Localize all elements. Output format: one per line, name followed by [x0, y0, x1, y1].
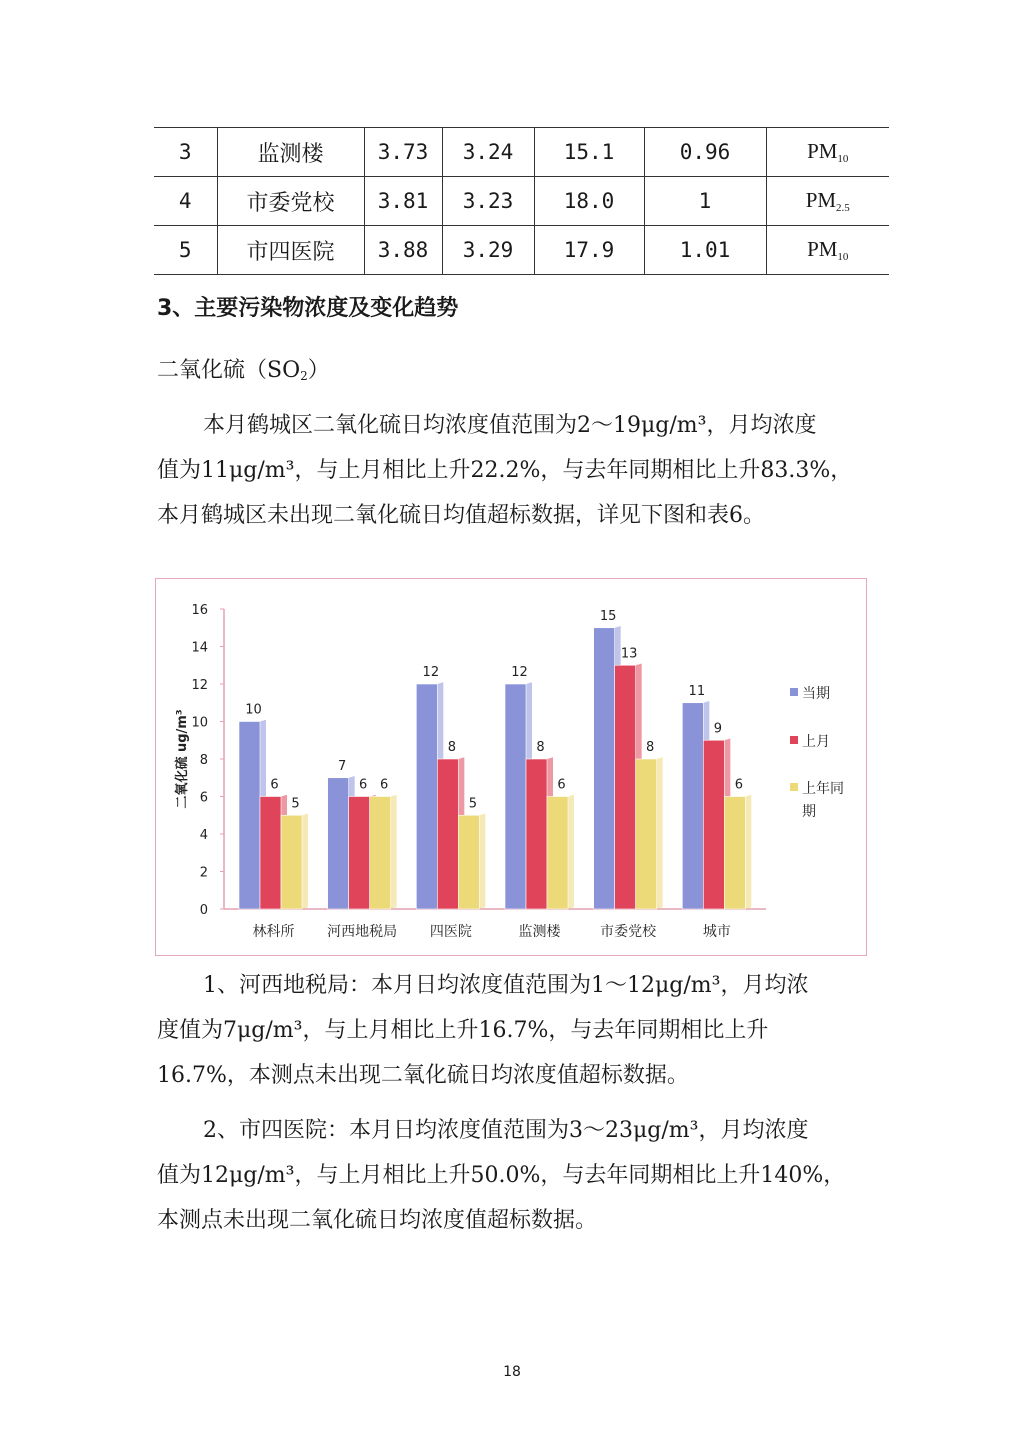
y-tick-label: 0 [199, 903, 208, 918]
category-label: 监测楼 [518, 924, 561, 940]
legend-label: 上月 [802, 734, 830, 750]
bar [281, 815, 302, 909]
table-cell: 15.1 [534, 128, 644, 177]
primary-pollutant [766, 177, 889, 226]
table-cell: 18.0 [534, 177, 644, 226]
bar-side [479, 813, 485, 909]
category-label: 市委党校 [600, 924, 657, 940]
y-tick-label: 4 [199, 828, 208, 843]
row-number: 4 [154, 177, 217, 226]
table-row [154, 226, 889, 275]
pm-subscript: 10 [837, 153, 849, 165]
section-heading: 3、主要污染物浓度及变化趋势 [157, 296, 459, 321]
bar [703, 740, 724, 909]
so2-heading [157, 353, 330, 384]
y-tick-label: 12 [191, 678, 208, 693]
table-cell: 17.9 [534, 226, 644, 275]
table-cell: 0.96 [644, 128, 766, 177]
paragraph-line: 本月鹤城区未出现二氧化硫日均值超标数据，详见下图和表6。 [157, 503, 765, 528]
bar [505, 684, 526, 909]
pm-subscript: 2.5 [836, 202, 850, 214]
table-cell: 1 [644, 177, 766, 226]
paragraph-line: 1、河西地税局：本月日均浓度值范围为1～12μg/m³，月均浓 [203, 973, 809, 998]
table-cell: 1.01 [644, 226, 766, 275]
bar [636, 759, 657, 909]
data-label: 10 [245, 702, 262, 718]
table-row [154, 177, 889, 226]
so2-heading-text: 二氧化硫（SO [157, 358, 301, 383]
table-row [154, 128, 889, 177]
table-cell: 3.88 [364, 226, 442, 275]
table-cell: 3.23 [442, 177, 534, 226]
bar [349, 797, 370, 910]
y-tick-label: 16 [191, 603, 208, 618]
site-name: 市四医院 [217, 226, 364, 275]
bar-side [568, 795, 574, 909]
bar-side [657, 757, 663, 909]
data-label: 11 [688, 683, 706, 699]
bar [416, 684, 437, 909]
bar [682, 703, 703, 909]
pm-base: PM [807, 237, 838, 261]
data-label: 6 [270, 777, 279, 793]
data-label: 6 [359, 777, 368, 793]
data-label: 12 [511, 665, 528, 680]
row-number: 3 [154, 128, 217, 177]
bar [526, 759, 547, 909]
bar [547, 797, 568, 910]
bar [594, 628, 615, 909]
primary-pollutant [766, 128, 889, 177]
y-tick-label: 10 [191, 715, 208, 731]
bar [239, 722, 260, 910]
data-label: 9 [713, 721, 722, 737]
data-label: 8 [536, 740, 545, 755]
category-label: 林科所 [252, 924, 295, 940]
bar [437, 759, 458, 909]
table-cell: 3.29 [442, 226, 534, 275]
table-cell: 3.73 [364, 128, 442, 177]
y-tick-label: 8 [199, 753, 208, 768]
page-number: 18 [503, 1364, 521, 1380]
data-label: 6 [380, 777, 389, 793]
data-label: 8 [646, 740, 655, 755]
site-paragraph-hospital [157, 1108, 893, 1243]
bar-side [302, 813, 308, 909]
legend-label: 上年同 [802, 781, 844, 797]
primary-pollutant [766, 226, 889, 275]
data-label: 5 [468, 796, 477, 812]
data-label: 15 [599, 608, 617, 624]
paragraph-line: 值为12μg/m³，与上月相比上升50.0%，与去年同期相比上升140%， [157, 1163, 846, 1188]
so2-heading-subscript: 2 [300, 369, 308, 383]
site-name: 监测楼 [217, 128, 364, 177]
bar [260, 797, 281, 910]
data-label: 5 [291, 796, 300, 812]
chart-canvas [156, 579, 868, 957]
pm-base: PM [807, 139, 838, 163]
data-label: 8 [447, 740, 456, 755]
bar [615, 665, 636, 909]
site-paragraph-hexi [157, 963, 893, 1098]
paragraph-line: 16.7%，本测点未出现二氧化硫日均浓度值超标数据。 [157, 1063, 689, 1088]
paragraph-line: 本月鹤城区二氧化硫日均浓度值范围为2～19μg/m³，月均浓度 [203, 413, 817, 438]
paragraph-line: 度值为7μg/m³，与上月相比上升16.7%，与去年同期相比上升 [157, 1018, 769, 1043]
legend-swatch [790, 783, 798, 791]
pm-base: PM [805, 188, 837, 212]
category-label: 城市 [702, 924, 731, 940]
table-cell: 3.24 [442, 128, 534, 177]
paragraph-line: 本测点未出现二氧化硫日均浓度值超标数据。 [157, 1208, 598, 1233]
y-tick-label: 2 [199, 865, 208, 881]
bar [370, 797, 391, 910]
legend-swatch [790, 688, 798, 696]
site-name: 市委党校 [217, 177, 364, 226]
so2-bar-chart [155, 578, 867, 956]
legend-swatch [790, 736, 798, 744]
paragraph-line: 2、市四医院：本月日均浓度值范围为3～23μg/m³，月均浓度 [203, 1118, 809, 1143]
legend-label: 当期 [802, 686, 830, 702]
y-axis-title: 二氧化硫 ug/m³ [175, 709, 190, 809]
y-tick-label: 14 [191, 640, 208, 656]
bar-side [745, 795, 751, 909]
data-label: 13 [620, 646, 638, 662]
legend-label: 期 [802, 804, 816, 820]
data-label: 7 [338, 758, 347, 774]
y-tick-label: 6 [199, 790, 208, 806]
data-label: 12 [422, 665, 440, 680]
data-label: 6 [734, 777, 743, 793]
intro-paragraph [157, 403, 893, 538]
category-label: 四医院 [429, 924, 472, 940]
bar [328, 778, 349, 909]
so2-heading-close: ） [307, 358, 330, 383]
table-cell: 3.81 [364, 177, 442, 226]
row-number: 5 [154, 226, 217, 275]
paragraph-line: 值为11μg/m³，与上月相比上升22.2%，与去年同期相比上升83.3%， [157, 458, 853, 483]
bar [458, 815, 479, 909]
bar-side [391, 795, 397, 909]
concentration-table [154, 127, 889, 275]
data-label: 6 [557, 777, 566, 793]
bar [724, 797, 745, 910]
category-label: 河西地税局 [327, 924, 398, 940]
pm-subscript: 10 [837, 251, 849, 263]
